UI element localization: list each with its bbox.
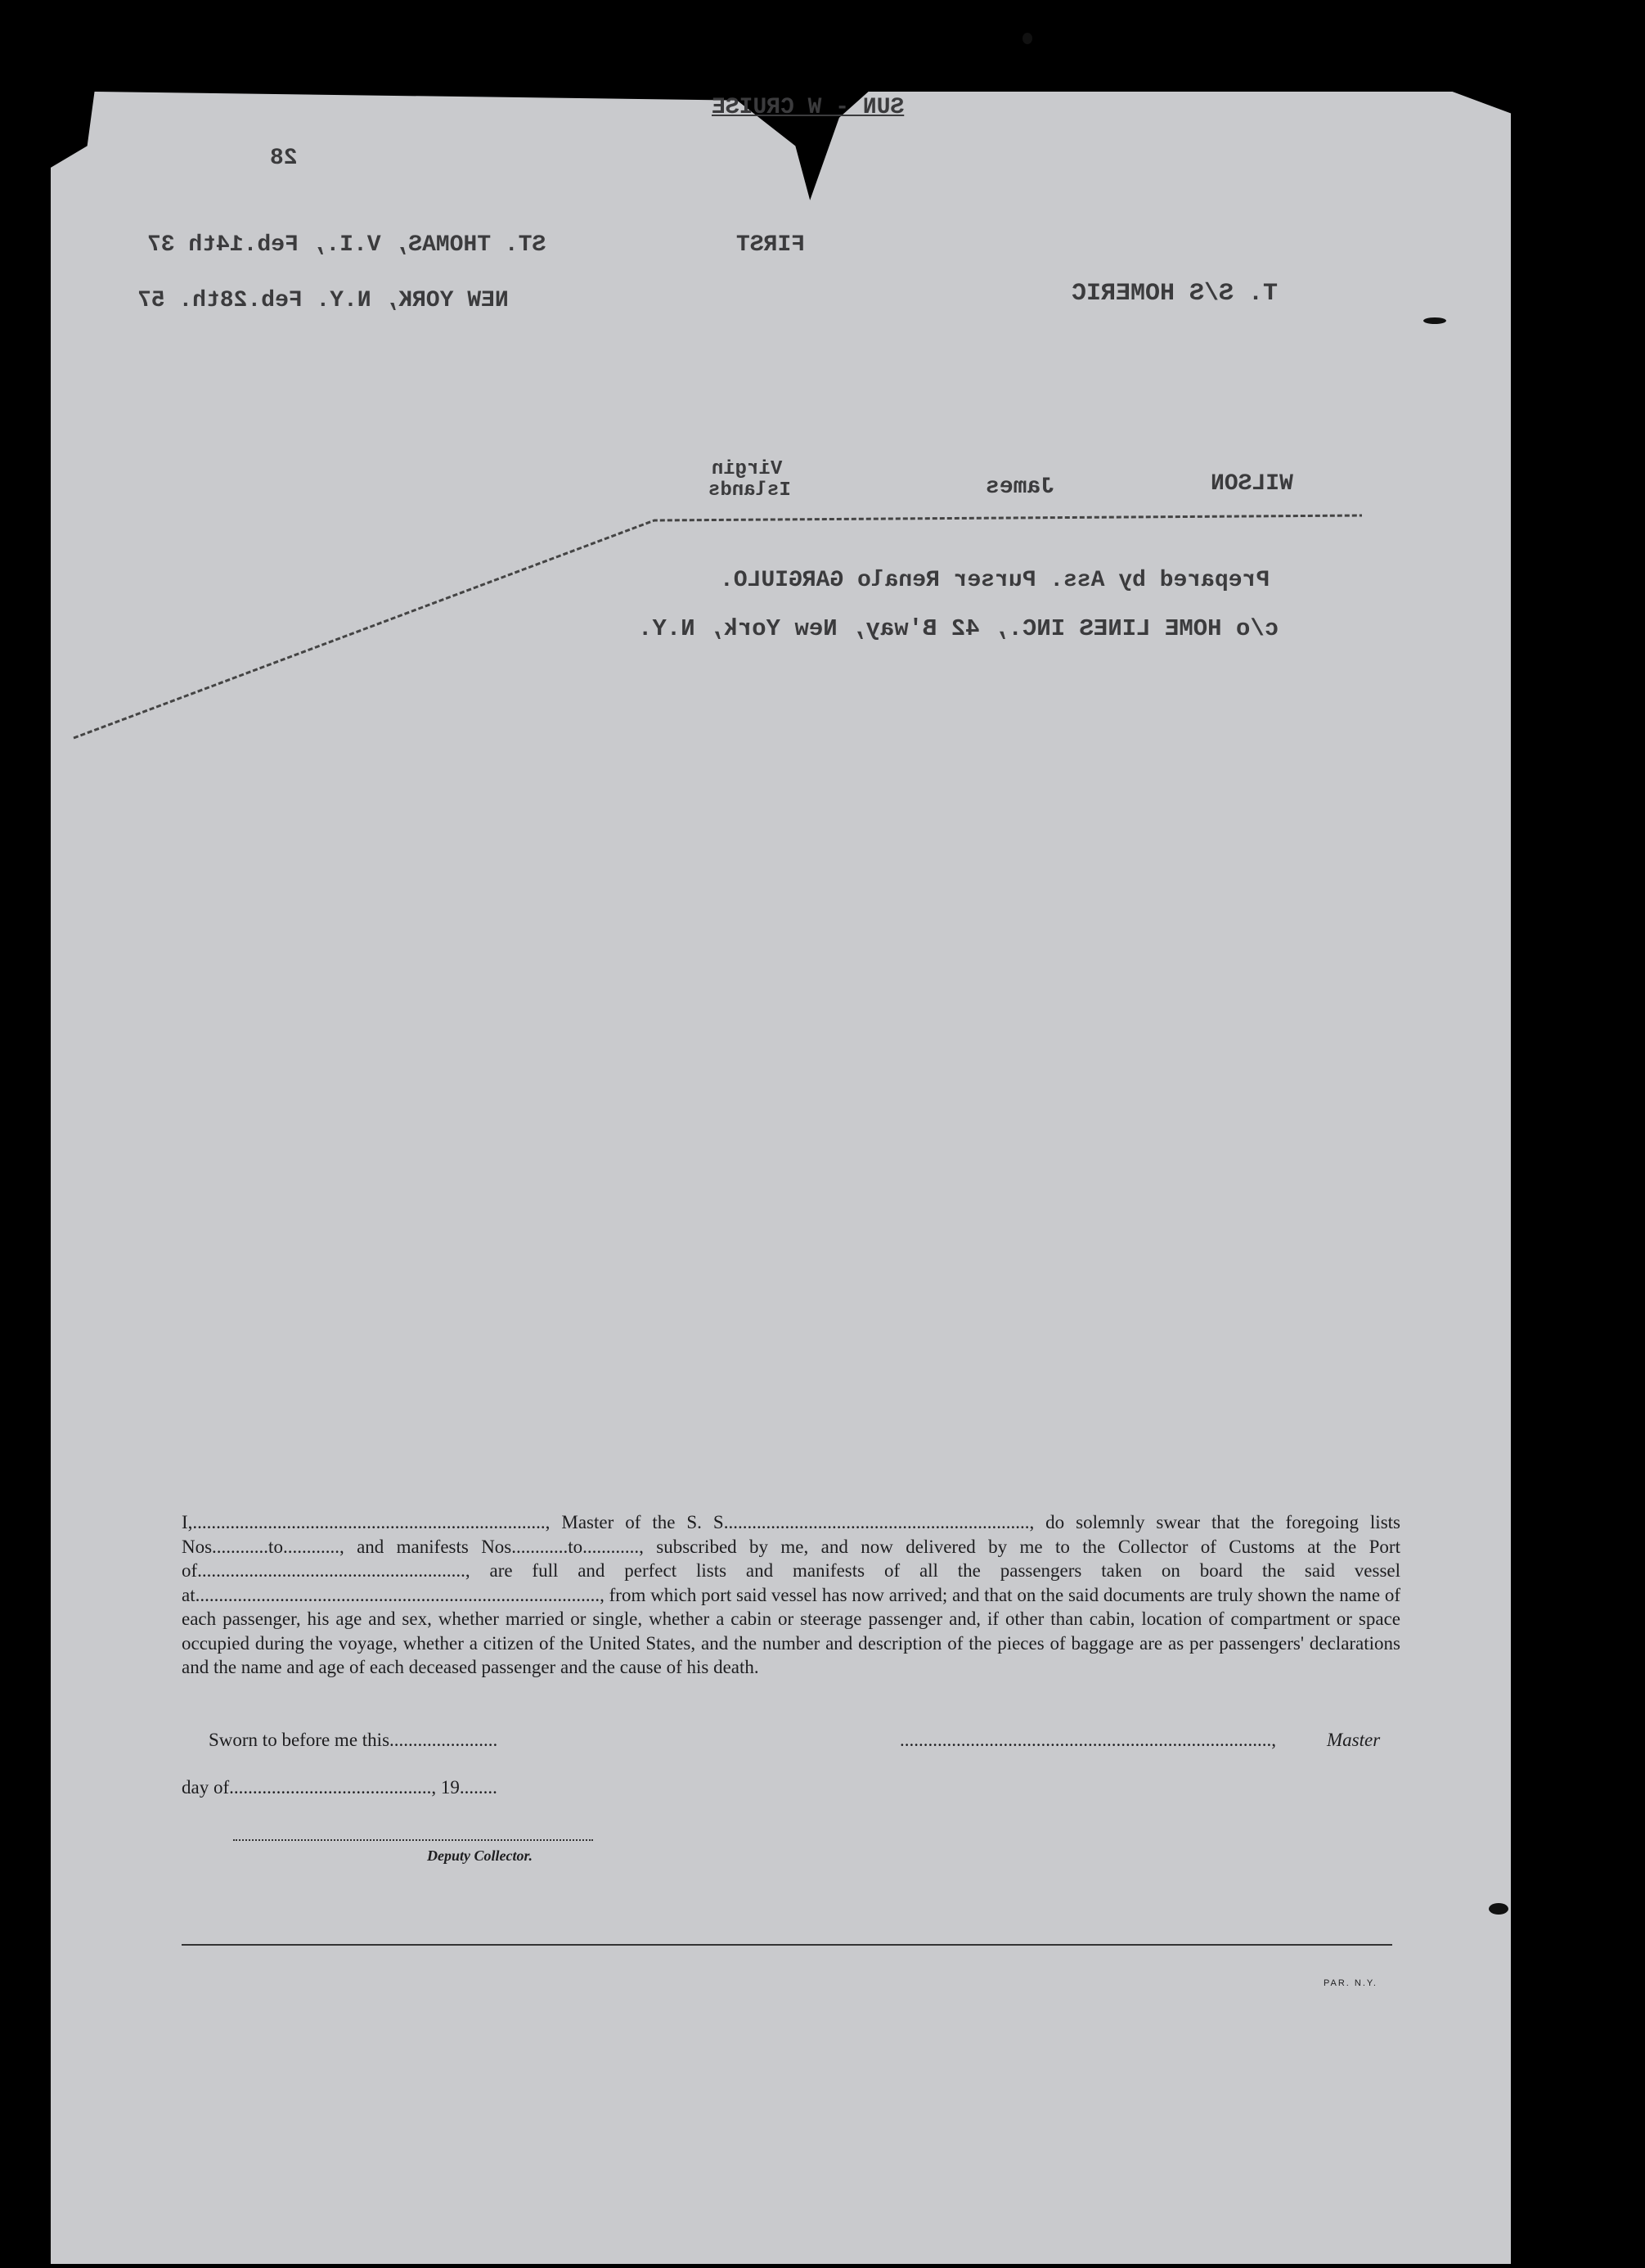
- note-address: c/o HOME LINES INC., 42 B'way, New York, N.Y.: [638, 615, 1279, 642]
- sworn-before-label: Sworn to before me this.......................: [209, 1730, 498, 1750]
- passenger-origin-line1: Virgin: [712, 458, 783, 480]
- speck-mark: [1423, 317, 1446, 324]
- cruise-stamp: SUN - W CRUISE: [712, 95, 905, 120]
- speck-mark: [1023, 33, 1032, 44]
- master-signature-line: ...............................................................................,: [900, 1730, 1276, 1750]
- passenger-given-name: James: [986, 475, 1055, 500]
- page-number: 28: [270, 146, 298, 171]
- deputy-collector-label: Deputy Collector.: [427, 1847, 533, 1864]
- speck-mark: [1489, 1903, 1508, 1915]
- passenger-surname: WILSON: [1211, 471, 1293, 497]
- day-of-label: day of..........................................., 19........: [182, 1777, 497, 1798]
- printer-code: PAR. N.Y.: [1324, 1978, 1378, 1988]
- bleed-line-ship: T. S/S HOMERIC: [1072, 280, 1279, 308]
- bleed-line-origin: ST. THOMAS, V.I., Feb.14th 37: [147, 232, 546, 258]
- bleed-line-class: FIRST: [736, 232, 806, 258]
- master-label: Master: [1327, 1730, 1381, 1750]
- passenger-origin-line2: Islands: [708, 479, 791, 502]
- bottom-rule: [182, 1944, 1392, 1946]
- master-oath: [182, 1510, 1400, 1680]
- deputy-signature-line: [233, 1839, 593, 1841]
- bleed-line-destination: NEW YORK, N.Y. Feb.28th. 57: [137, 288, 509, 313]
- note-prepared-by: Prepared by Ass. Purser Renalo GARGIULO.: [720, 568, 1270, 593]
- oath-text: I,..........................................................................., Master of the S. S................................................................., do solemnly swear that the foregoing lists Nos............to............, and manifests Nos............to............, subscribed by me, and now delivered by me to the Collector of Customs at the Port of........................................................., are full and perfect lists and manifests of all the passengers taken on board the said vessel at......................................................................................, from which port said vessel has now arrived; and that on the said documents are truly shown the name of each passenger, his age and sex, whether married or single, whether a cabin or steerage passenger and, if other than cabin, location of compartment or space occupied during the voyage, whether a citizen of the United States, and the number and description of the pieces of baggage are as per passengers' declarations and the name and age of each deceased passenger and the cause of his death.: [182, 1512, 1400, 1677]
